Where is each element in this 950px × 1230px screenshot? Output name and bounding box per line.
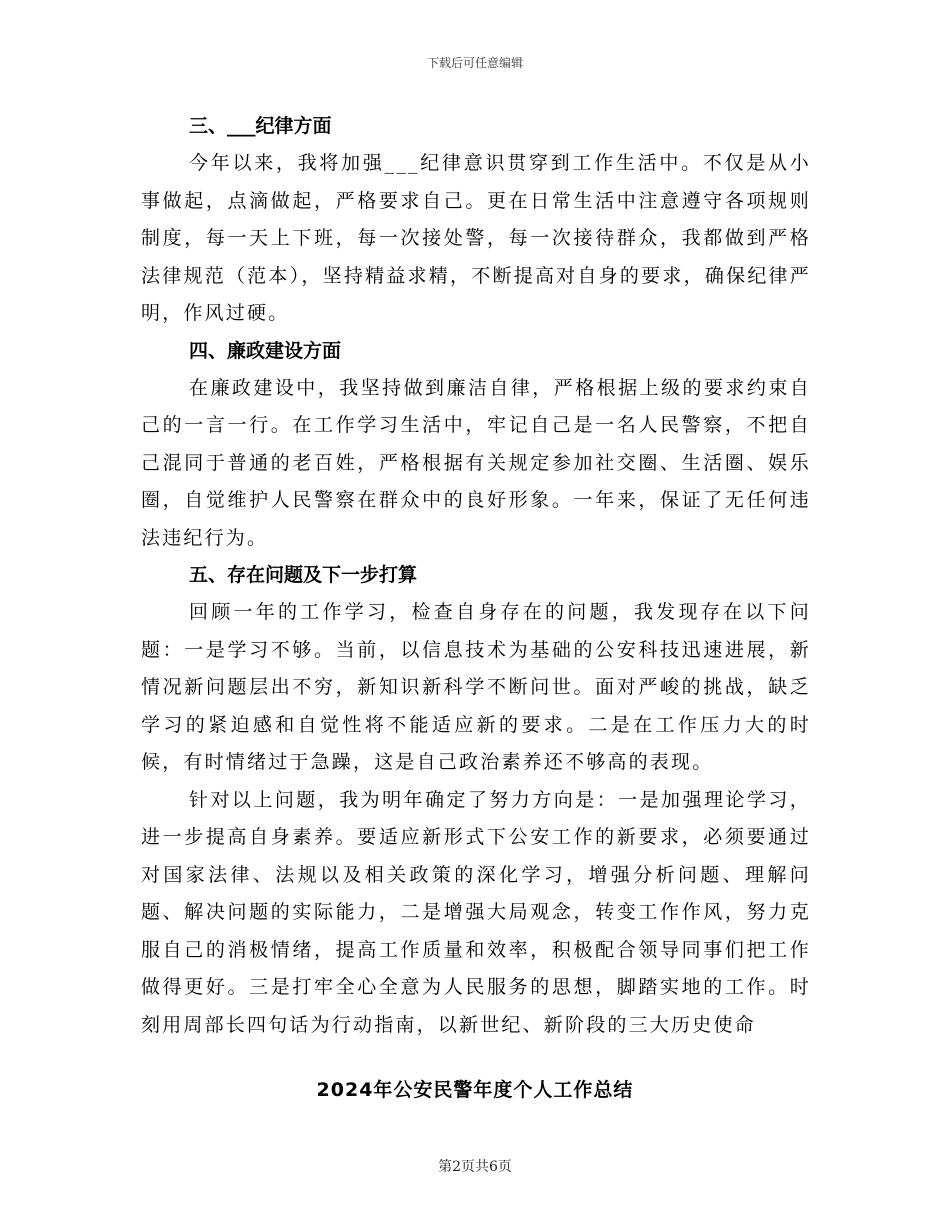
section-heading-problems-plans: 五、存在问题及下一步打算 xyxy=(189,564,418,586)
section-heading-integrity: 四、廉政建设方面 xyxy=(189,339,342,362)
paragraph-plans: 针对以上问题，我为明年确定了努力方向是：一是加强理论学习，进一步提高自身素养。要适应新形式下公安工作的新要求，必须要通过对国家法律、法规以及相关政策的深化学习，增强分析问题、理解问题、解决问题的实际能力，二是增强大局观念，转变工作作风，努力克服自己的消极情绪，提高工作质量和效率，积极配合领导同事们把工作做得更好。三是打牢全心全意为人民服务的思想，脚踏实地的工作。时刻用周部长四句话为行动指南，以新世纪、新阶段的三大历史使命 xyxy=(141,788,811,1036)
document-body xyxy=(141,108,811,1044)
paragraph-discipline: 今年以来，我将加强___纪律意识贯穿到工作生活中。不仅是从小事做起，点滴做起，严格要求自己。更在日常生活中注意遵守各项规则制度，每一天上下班，每一次接处警，每一次接待群众，我都做到严格法律规范（范本），坚持精益求精，不断提高对自身的要求，确保纪律严明，作风过硬。 xyxy=(141,152,811,324)
paragraph-problems: 回顾一年的工作学习，检查自身存在的问题，我发现存在以下问题：一是学习不够。当前，以信息技术为基础的公安科技迅速进展，新情况新问题层出不穷，新知识新科学不断问世。面对严峻的挑战，缺乏学习的紧迫感和自觉性将不能适应新的要求。二是在工作压力大的时候，有时情绪过于急躁，这是自己政治素养还不够高的表现。 xyxy=(141,601,811,773)
paragraph-integrity: 在廉政建设中，我坚持做到廉洁自律，严格根据上级的要求约束自己的一言一行。在工作学习生活中，牢记自己是一名人民警察，不把自己混同于普通的老百姓，严格根据有关规定参加社交圈、生活圈、娱乐圈，自觉维护人民警察在群众中的良好形象。一年来，保证了无任何违法违纪行为。 xyxy=(141,376,811,549)
page-footer: 第2页共6页 xyxy=(438,1159,512,1175)
document-title: 2024年公安民警年度个人工作总结 xyxy=(316,1079,634,1101)
section-heading-discipline: 三、___纪律方面 xyxy=(189,115,332,137)
page-header: 下载后可任意编辑 xyxy=(426,56,523,70)
